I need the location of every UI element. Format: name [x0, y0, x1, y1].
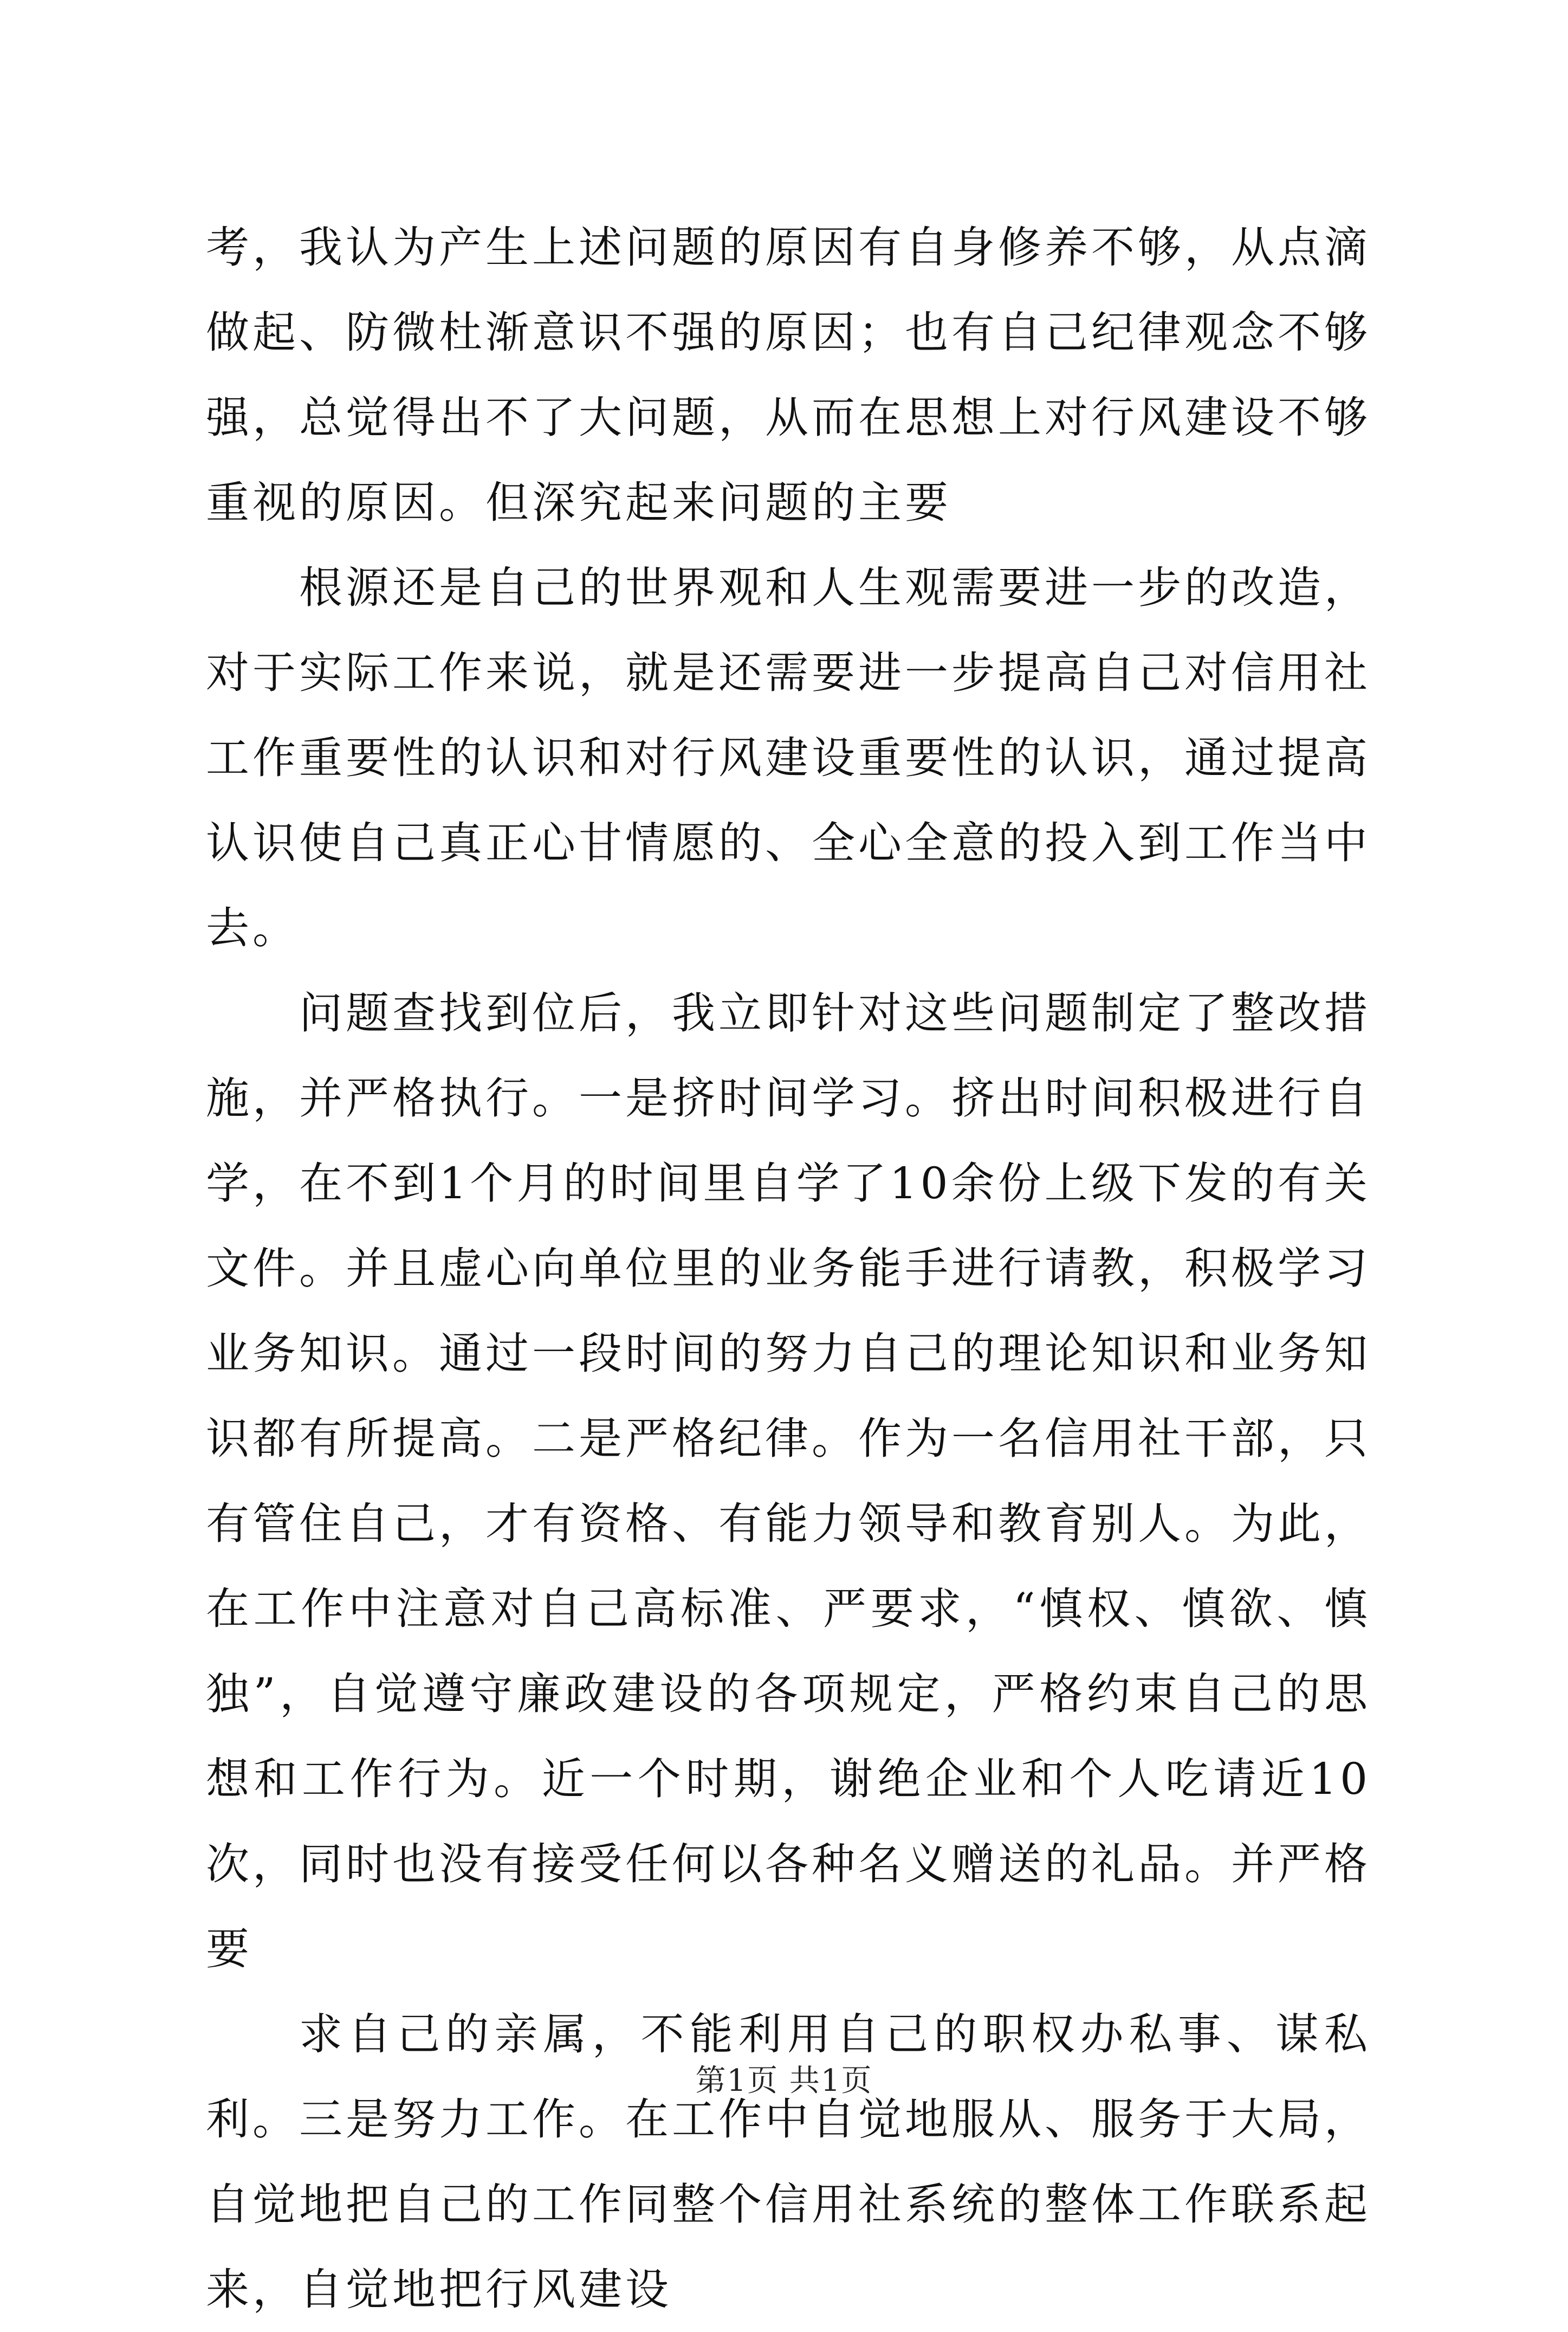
- paragraph-3: 问题查找到位后，我立即针对这些问题制定了整改措施，并严格执行。一是挤时间学习。挤出时间积极进行自学，在不到1个月的时间里自学了10余份上级下发的有关文件。并且虚心向单位里的业务能手进行请教，积极学习业务知识。通过一段时间的努力自己的理论知识和业务知识都有所提高。二是严格纪律。作为一名信用社干部，只有管住自己，才有资格、有能力领导和教育别人。为此，在工作中注意对自己高标准、严要求，“慎权、慎欲、慎独”，自觉遵守廉政建设的各项规定，严格约束自己的思想和工作行为。近一个时期，谢绝企业和个人吃请近10次，同时也没有接受任何以各种名义赠送的礼品。并严格要: [206, 988, 1371, 1974]
- page-footer: 第1页 共1页: [695, 2063, 873, 2098]
- document-body: [206, 205, 1371, 2332]
- paragraph-2: 根源还是自己的世界观和人生观需要进一步的改造，对于实际工作来说，就是还需要进一步提高自己对信用社工作重要性的认识和对行风建设重要性的认识，通过提高认识使自己真正心甘情愿的、全心全意的投入到工作当中去。: [206, 563, 1371, 953]
- paragraph-4: 求自己的亲属，不能利用自己的职权办私事、谋私利。三是努力工作。在工作中自觉地服从、服务于大局，自觉地把自己的工作同整个信用社系统的整体工作联系起来，自觉地把行风建设: [206, 2009, 1371, 2315]
- paragraph-1: 考，我认为产生上述问题的原因有自身修养不够，从点滴做起、防微杜渐意识不强的原因；也有自己纪律观念不够强，总觉得出不了大问题，从而在思想上对行风建设不够重视的原因。但深究起来问题的主要: [206, 222, 1371, 528]
